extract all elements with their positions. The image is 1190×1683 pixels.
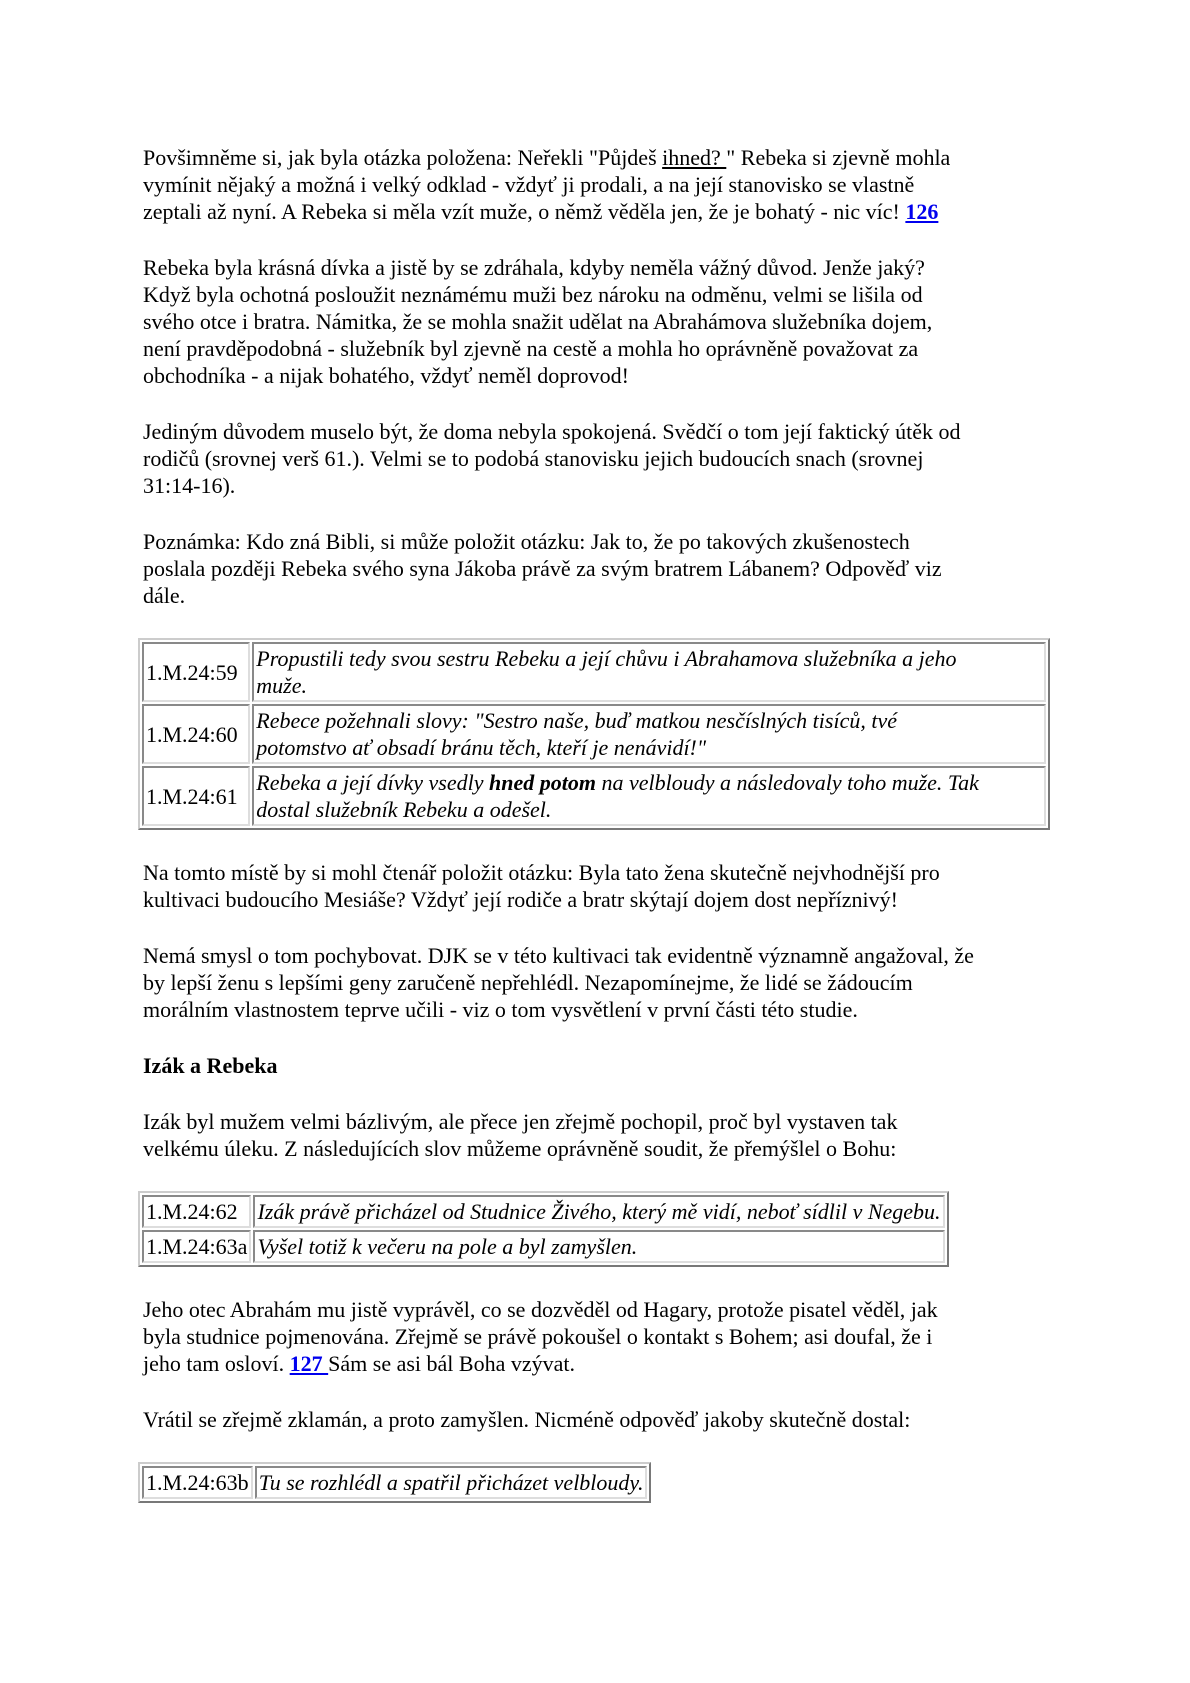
line: Nemá smysl o tom pochybovat. DJK se v této kultivaci tak evidentně významně angažoval, že (143, 943, 974, 968)
line: Rebeka byla krásná dívka a jistě by se zdráhala, kdyby neměla vážný důvod. Jenže jaký? (143, 255, 925, 280)
paragraph-2 (143, 254, 1083, 389)
line: není pravděpodobná - služebník byl zjevně na cestě a mohla ho oprávněně považovat za (143, 336, 919, 361)
line: dostal služebník Rebeku a odešel. (256, 797, 552, 822)
verse-reference: 1.M.24:61 (142, 766, 250, 826)
table-row (142, 1195, 945, 1228)
line: morálním vlastnostem teprve učili - viz o tom vysvětlení v první části této studie. (143, 997, 858, 1022)
line: obchodníka - a nijak bohatého, vždyť neměl doprovod! (143, 363, 629, 388)
line: byla studnice pojmenována. Zřejmě se právě pokoušel o kontakt s Bohem; asi doufal, že i (143, 1324, 933, 1349)
bold-text: hned potom (489, 770, 596, 795)
paragraph-6 (143, 942, 1083, 1023)
paragraph-1 (143, 144, 1083, 225)
line (256, 769, 1042, 796)
line: Poznámka: Kdo zná Bibli, si může položit otázku: Jak to, že po takových zkušenostech (143, 529, 910, 554)
table-row (142, 642, 1046, 702)
table-row (142, 1466, 647, 1499)
table-row (142, 766, 1046, 826)
footnote-link-127[interactable]: 127 (289, 1351, 329, 1376)
line: potomstvo ať obsadí bránu těch, kteří je nenávidí!" (256, 735, 707, 760)
line: Jediným důvodem muselo být, že doma nebyla spokojená. Svědčí o tom její faktický útěk od (143, 419, 961, 444)
footnote-link-126[interactable]: 126 (905, 199, 939, 224)
line: Jeho otec Abrahám mu jistě vyprávěl, co se dozvěděl od Hagary, protože pisatel věděl, jak (143, 1297, 938, 1322)
line: muže. (256, 673, 308, 698)
verse-text (252, 704, 1046, 764)
verse-text (252, 642, 1046, 702)
verse-table-1 (138, 638, 1050, 830)
verse-text: Tu se rozhlédl a spatřil přicházet velbloudy. (255, 1466, 648, 1499)
text: na velbloudy a následovaly toho muže. Tak (595, 770, 979, 795)
line: vymínit nějaký a možná i velký odklad - vždyť ji prodali, a na její stanovisko se vlastně (143, 172, 915, 197)
line (143, 198, 1083, 225)
line: Propustili tedy svou sestru Rebeku a její chůvu i Abrahamova služebníka a jeho (256, 646, 957, 671)
table-row (142, 704, 1046, 764)
verse-reference: 1.M.24:63b (142, 1466, 253, 1499)
underlined-text: ihned? (662, 145, 727, 170)
verse-reference: 1.M.24:59 (142, 642, 250, 702)
verse-text (252, 766, 1046, 826)
line: Izák byl mužem velmi bázlivým, ale přece jen zřejmě pochopil, proč byl vystaven tak (143, 1109, 898, 1134)
line: kultivaci budoucího Mesiáše? Vždyť její rodiče a bratr skýtají dojem dost nepříznivý! (143, 887, 898, 912)
line (143, 1350, 1083, 1377)
verse-reference: 1.M.24:60 (142, 704, 250, 764)
line: dále. (143, 583, 186, 608)
paragraph-3 (143, 418, 1083, 499)
line: poslala později Rebeka svého syna Jákoba právě za svým bratrem Lábanem? Odpověď viz (143, 556, 942, 581)
paragraph-7 (143, 1108, 1083, 1162)
text: Rebeka a její dívky vsedly (256, 770, 490, 795)
verse-reference: 1.M.24:62 (142, 1195, 251, 1228)
line: Rebece požehnali slovy: "Sestro naše, buď matkou nesčíslných tisíců, tvé (256, 708, 897, 733)
text: zeptali až nyní. A Rebeka si měla vzít muže, o němž věděla jen, že je bohatý - nic víc! (143, 199, 906, 224)
line: Vrátil se zřejmě zklamán, a proto zamyšlen. Nicméně odpověď jakoby skutečně dostal: (143, 1407, 911, 1432)
verse-text: Vyšel totiž k večeru na pole a byl zamyšlen. (253, 1230, 944, 1263)
line: Když byla ochotná posloužit neznámému muži bez nároku na odměnu, velmi se lišila od (143, 282, 923, 307)
document-page (143, 144, 1083, 1532)
verse-table-3 (138, 1462, 651, 1503)
line: by lepší ženu s lepšími geny zaručeně nepřehlédl. Nezapomínejme, že lidé se žádoucím (143, 970, 913, 995)
paragraph-4 (143, 528, 1083, 609)
text: " Rebeka si zjevně mohla (726, 145, 951, 170)
section-heading: Izák a Rebeka (143, 1053, 278, 1078)
verse-text: Izák právě přicházel od Studnice Živého, který mě vidí, neboť sídlil v Negebu. (253, 1195, 944, 1228)
text: Povšimněme si, jak byla otázka položena: Neřekli "Půjdeš (143, 145, 663, 170)
line: velkému úleku. Z následujících slov můžeme oprávněně soudit, že přemýšlel o Bohu: (143, 1136, 897, 1161)
line (143, 144, 1083, 171)
paragraph-5 (143, 859, 1083, 913)
paragraph-9 (143, 1406, 1083, 1433)
paragraph-8 (143, 1296, 1083, 1377)
line: rodičů (srovnej verš 61.). Velmi se to podobá stanovisku jejich budoucích snach (srovnej (143, 446, 924, 471)
line: Na tomto místě by si mohl čtenář položit otázku: Byla tato žena skutečně nejvhodnější pro (143, 860, 940, 885)
text: Sám se asi bál Boha vzývat. (328, 1351, 575, 1376)
line: 31:14-16). (143, 473, 236, 498)
verse-table-2 (138, 1191, 949, 1267)
line: svého otce i bratra. Námitka, že se mohla snažit udělat na Abrahámova služebníka dojem, (143, 309, 933, 334)
text: jeho tam osloví. (143, 1351, 290, 1376)
table-row (142, 1230, 945, 1263)
verse-reference: 1.M.24:63a (142, 1230, 251, 1263)
